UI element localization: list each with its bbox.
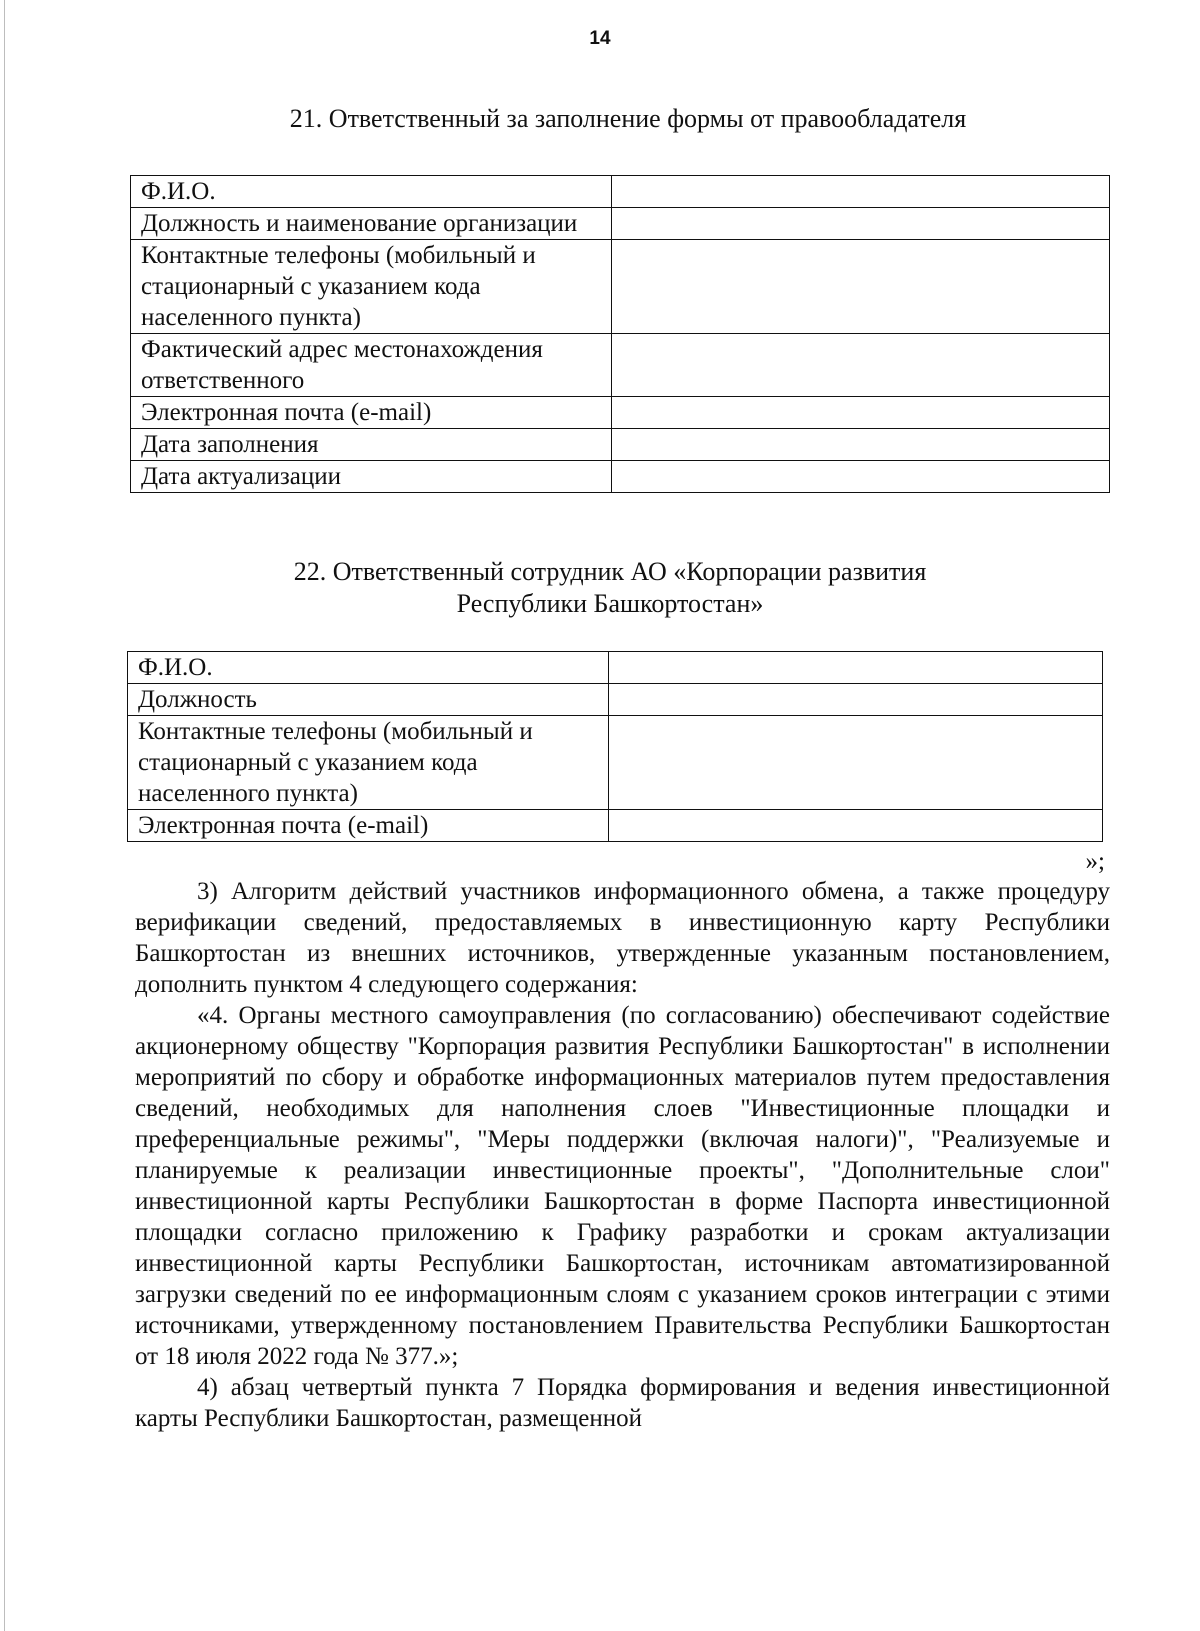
row-label: Ф.И.О. — [131, 176, 612, 208]
table-row — [131, 176, 1110, 208]
row-label: Контактные телефоны (мобильный и стационарный с указанием кода населенного пункта) — [128, 716, 609, 810]
section-21-table — [130, 175, 1110, 493]
table-row — [128, 684, 1103, 716]
closing-quote-mark: »; — [1085, 848, 1105, 875]
row-value — [609, 716, 1103, 810]
section-22-heading — [10, 556, 1200, 620]
table-row — [131, 240, 1110, 334]
table-row — [131, 208, 1110, 240]
body-text — [135, 876, 1110, 1434]
row-value — [609, 684, 1103, 716]
row-label: Должность — [128, 684, 609, 716]
paragraph-4: 4) абзац четвертый пункта 7 Порядка формирования и ведения инвестиционной карты Республики Башкортостан, размещенной — [135, 1374, 1110, 1432]
row-label: Контактные телефоны (мобильный и стационарный с указанием кода населенного пункта) — [131, 240, 612, 334]
page-number: 14 — [589, 28, 611, 49]
section-22-heading-line1: 22. Ответственный сотрудник АО «Корпорации развития — [293, 557, 927, 586]
table-row — [128, 652, 1103, 684]
table-row — [131, 397, 1110, 429]
row-label: Фактический адрес местонахождения ответственного — [131, 334, 612, 397]
scan-edge-line — [4, 0, 5, 1631]
row-label: Дата актуализации — [131, 461, 612, 493]
row-value — [612, 334, 1110, 397]
table-row — [131, 429, 1110, 461]
row-label: Электронная почта (e-mail) — [131, 397, 612, 429]
paragraph-4-point: «4. Органы местного самоуправления (по согласованию) обеспечивают содействие акционерному обществу "Корпорация развития Республики Башкортостан" в исполнении мероприятий по сбору и обработке информационных материалов путем предоставления сведений, необходимых для наполнения слоев "Инвестиционные площадки и преференциальные режимы", "Меры поддержки (включая налоги)", "Реализуемые и планируемые к реализации инвестиционные проекты", "Дополнительные слои" инвестиционной карты Республики Башкортостан в форме Паспорта инвестиционной площадки согласно приложению к Графику разработки и срокам актуализации инвестиционной карты Республики Башкортостан, источникам автоматизированной загрузки сведений по ее информационным слоям с указанием сроков интеграции с этими источниками, утвержденному постановлением Правительства Республики Башкортостан от 18 июля 2022 года № 377.»; — [135, 1002, 1110, 1370]
row-value — [609, 810, 1103, 842]
row-value — [612, 397, 1110, 429]
paragraph-3: 3) Алгоритм действий участников информационного обмена, а также процедуру верификации сведений, предоставляемых в инвестиционную карту Республики Башкортостан из внешних источников, утвержденные указанным постановлением, дополнить пунктом 4 следующего содержания: — [135, 878, 1110, 998]
section-22-heading-line2: Республики Башкортостан» — [456, 589, 764, 618]
row-value — [612, 461, 1110, 493]
table-row — [131, 334, 1110, 397]
row-value — [612, 240, 1110, 334]
table-row — [131, 461, 1110, 493]
row-value — [612, 208, 1110, 240]
row-value — [612, 176, 1110, 208]
table-row — [128, 810, 1103, 842]
table-row — [128, 716, 1103, 810]
row-label: Ф.И.О. — [128, 652, 609, 684]
section-21-heading: 21. Ответственный за заполнение формы от правообладателя — [289, 104, 967, 133]
row-label: Должность и наименование организации — [131, 208, 612, 240]
row-value — [612, 429, 1110, 461]
row-label: Электронная почта (e-mail) — [128, 810, 609, 842]
row-label: Дата заполнения — [131, 429, 612, 461]
row-value — [609, 652, 1103, 684]
section-22-table — [127, 651, 1103, 842]
